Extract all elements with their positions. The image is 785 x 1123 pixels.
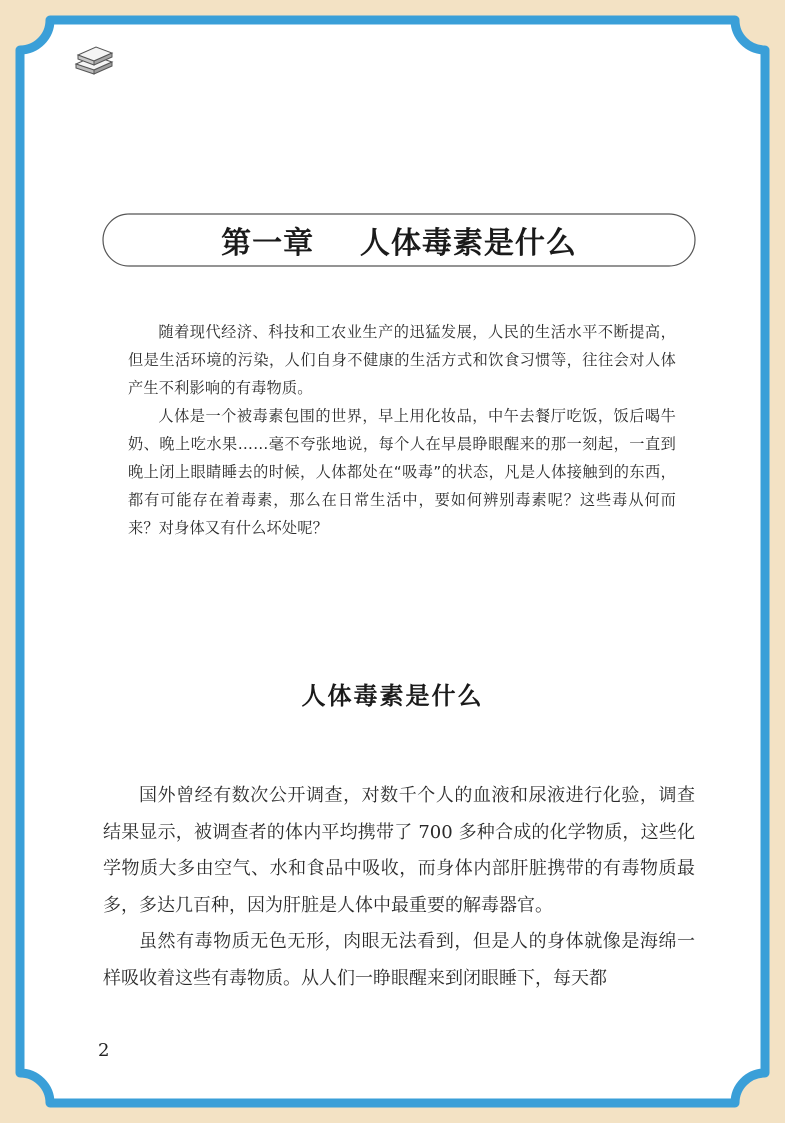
intro-paragraph: 随着现代经济、科技和工农业生产的迅猛发展，人民的生活水平不断提高，但是生活环境的污染，人们自身不健康的生活方式和饮食习惯等，往往会对人体产生不利影响的有毒物质。: [128, 323, 676, 397]
body-paragraph: 国外曾经有数次公开调查，对数千个人的血液和尿液进行化验，调查结果显示，被调查者的体内平均携带了 700 多种合成的化学物质，这些化学物质大多由空气、水和食品中吸收，而身体内部肝脏携带的有毒物质最多，多达几百种，因为肝脏是人体中最重要的解毒器官。: [103, 785, 695, 916]
chapter-intro: [128, 318, 676, 542]
chapter-heading: [103, 214, 695, 266]
page-number: 2: [98, 1040, 110, 1061]
book-stack-icon: [72, 42, 116, 76]
chapter-title: 第一章 人体毒素是什么: [221, 226, 577, 261]
body-text: [103, 778, 695, 997]
body-paragraph: 虽然有毒物质无色无形，肉眼无法看到，但是人的身体就像是海绵一样吸收着这些有毒物质。从人们一睁眼醒来到闭眼睡下，每天都: [103, 931, 695, 989]
intro-paragraph: 人体是一个被毒素包围的世界，早上用化妆品，中午去餐厅吃饭，饭后喝牛奶、晚上吃水果……毫不夸张地说，每个人在早晨睁眼醒来的那一刻起，一直到晚上闭上眼睛睡去的时候，人体都处在“吸毒”的状态，凡是人体接触到的东西，都有可能存在着毒素，那么在日常生活中，要如何辨别毒素呢？这些毒从何而来？对身体又有什么坏处呢？: [128, 407, 676, 537]
section-title: 人体毒素是什么: [301, 682, 484, 710]
